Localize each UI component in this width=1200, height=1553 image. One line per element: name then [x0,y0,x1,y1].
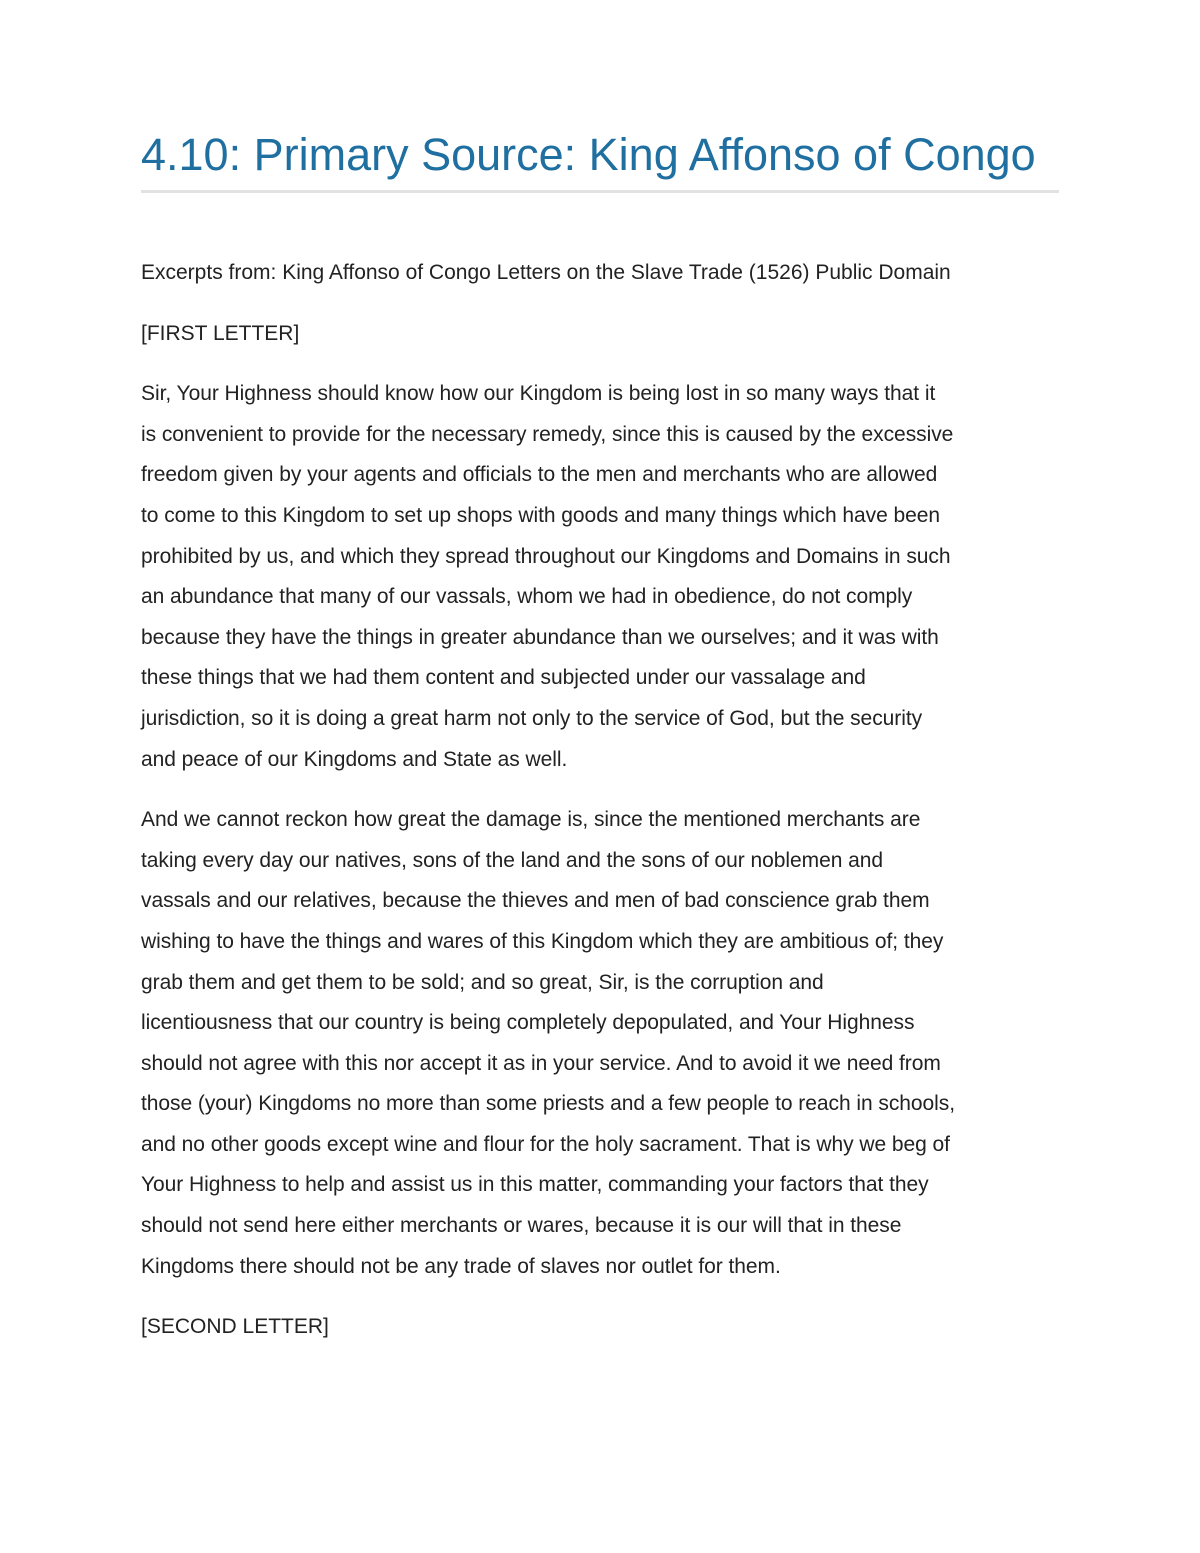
text-line: those (your) Kingdoms no more than some priests and a few people to reach in schools, [141,1092,956,1116]
text-line: wishing to have the things and wares of this Kingdom which they are ambitious of; they [141,929,944,953]
page-title: 4.10: Primary Source: King Affonso of Congo [141,129,1036,180]
text-line: to come to this Kingdom to set up shops with goods and many things which have been [141,503,941,527]
text-line: because they have the things in greater abundance than we ourselves; and it was with [141,625,939,649]
text-line: And we cannot reckon how great the damage is, since the mentioned merchants are [141,808,921,832]
text-line: Kingdoms there should not be any trade of slaves nor outlet for them. [141,1254,781,1278]
text-line: jurisdiction, so it is doing a great harm not only to the service of God, but the security [141,706,923,730]
text-line: Sir, Your Highness should know how our Kingdom is being lost in so many ways that it [141,382,936,406]
text-line: is convenient to provide for the necessary remedy, since this is caused by the excessive [141,422,954,446]
letter-paragraph-2 [141,800,1059,1287]
title-divider [141,190,1059,193]
text-line: and peace of our Kingdoms and State as well. [141,747,568,771]
text-line: should not agree with this nor accept it as in your service. And to avoid it we need from [141,1051,941,1075]
text-line: and no other goods except wine and flour for the holy sacrament. That is why we beg of [141,1132,950,1156]
text-line: vassals and our relatives, because the thieves and men of bad conscience grab them [141,889,930,913]
text-line: freedom given by your agents and officials to the men and merchants who are allowed [141,463,938,487]
first-letter-heading: [FIRST LETTER] [141,321,300,345]
text-line: grab them and get them to be sold; and so great, Sir, is the corruption and [141,970,824,994]
text-line: licentiousness that our country is being completely depopulated, and Your Highness [141,1011,915,1035]
source-attribution: Excerpts from: King Affonso of Congo Letters on the Slave Trade (1526) Public Domain [141,261,951,284]
letter-paragraph-1 [141,374,1059,780]
text-line: prohibited by us, and which they spread throughout our Kingdoms and Domains in such [141,544,951,568]
text-line: should not send here either merchants or wares, because it is our will that in these [141,1214,902,1238]
text-line: Your Highness to help and assist us in this matter, commanding your factors that they [141,1173,929,1197]
text-line: these things that we had them content and subjected under our vassalage and [141,666,866,690]
text-line: taking every day our natives, sons of the land and the sons of our noblemen and [141,848,884,872]
second-letter-heading: [SECOND LETTER] [141,1315,329,1339]
text-line: an abundance that many of our vassals, whom we had in obedience, do not comply [141,585,913,609]
document-page [141,129,1059,1348]
